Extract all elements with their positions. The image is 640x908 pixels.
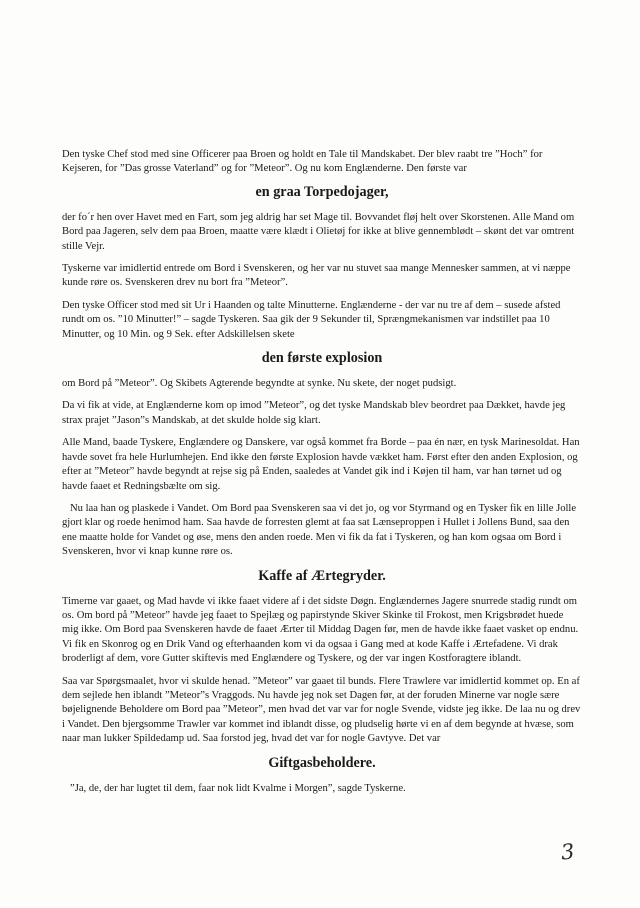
section-heading: Giftgasbeholdere. (268, 754, 376, 771)
section-heading: Kaffe af Ærtegryder. (258, 567, 386, 584)
paragraph: Den tyske Officer stod med sit Ur i Haanden og talte Minutterne. Englænderne - der var nu tre af dem – susede afsted rundt om os. ”10 Minutter!” – sagde Tyskeren. Saa gik der 9 Sekunder til, Sprængmekanismen var indstillet paa 10 Minutter, og 10 Min. og 9 Sek. efter Adskillelsen skete (62, 299, 561, 340)
paragraph: om Bord på ”Meteor”. Og Skibets Agterende begyndte at synke. Nu skete, der noget pudsigt. (62, 378, 457, 390)
paragraph: Alle Mand, baade Tyskere, Englændere og Danskere, var også kommet fra Borde – paa én nær, en tysk Marinesoldat. Han havde sovet fra hele Hurlumhejen. End ikke den første Explosion havde vækket ham. Først efter den anden Explosion, og efter at ”Meteor” havde begyndt at rejse sig på Enden, saaledes at Vandet gik ind i Køjen til ham, var han tørnet ud og havde faaet et Redningsbælte om sig. (62, 437, 580, 492)
paragraph: Timerne var gaaet, og Mad havde vi ikke faaet videre af i det sidste Døgn. Englændernes Jagere snurrede stadig rundt om os. Om bord på ”Meteor” havde jeg faaet to Spejlæg og papirstynde Skiver Skinke til Frokost, men Krigsbrødet huede mig ikke. Om Bord paa Svenskeren havde de faaet Ærter til Middag Dagen før, men de havde ikke faaet vasket op endnu. Vi fik en Skonrog og en Drik Vand og efterhaanden kom vi da ogsaa i Gang med at kode Kaffe i Ærtefadene. Vi drak broderligt af dem, vore Gutter skiftevis med Englændere og Tyskere, og der var ingen Kostforagtere iblandt. (62, 595, 579, 665)
document-body (62, 148, 582, 804)
paragraph: Tyskerne var imidlertid entrede om Bord i Svenskeren, og her var nu stuvet saa mange Mennesker sammen, at vi næppe kunde røre os. Svenskeren drev nu bort fra ”Meteor”. (62, 263, 571, 289)
page-number: 3 (559, 839, 576, 865)
paragraph: Saa var Spørgsmaalet, hvor vi skulde henad. ”Meteor” var gaaet til bunds. Flere Trawlere var imidlertid kommet op. En af dem sejlede hen iblandt ”Meteor”s Vraggods. Nu havde jeg nok set Dagen før, at der foruden Minerne var nogle sære bøjelignende Beholdere om Bord paa ”Meteor”, men hvad det var var for nogle Svende, vidste jeg ikke. De laa nu og drev i Vandet. Den bjergsomme Trawler var kommet ind iblandt disse, og pludselig hørte vi en af dem begynde at hvæse, som naar man lukker Spildedamp ud. Saa forstod jeg, hvad det var for nogle Gavtyve. Det var (62, 675, 581, 745)
paragraph: der fo´r hen over Havet med en Fart, som jeg aldrig har set Mage til. Bovvandet fløj helt over Skorstenen. Alle Mand om Bord paa Jageren, selv dem paa Broen, maatte være klædt i Olietøj for ikke at blive gennemblødt – skønt det var omtrent stille Vejr. (62, 211, 575, 252)
paragraph: Da vi fik at vide, at Englænderne kom op imod ”Meteor”, og det tyske Mandskab blev beordret paa Dækket, havde jeg strax prajet ”Jason”s Mandskab, at det skulde holde sig klart. (62, 400, 566, 426)
paragraph: ”Ja, de, der har lugtet til dem, faar nok lidt Kvalme i Morgen”, sagde Tyskerne. (70, 782, 406, 794)
paragraph: Den tyske Chef stod med sine Officerer paa Broen og holdt en Tale til Mandskabet. Der blev raabt tre ”Hoch” for Kejseren, for ”Das grosse Vaterland” og for ”Meteor”. Og nu kom Englænderne. Den første var (62, 149, 543, 175)
section-heading: den første explosion (261, 350, 383, 367)
paragraph: Nu laa han og plaskede i Vandet. Om Bord paa Svenskeren saa vi det jo, og vor Styrmand og en Tysker fik en lille Jolle gjort klar og roede henimod ham. Saa havde de forresten glemt at faa sat Lænseproppen i Hullet i Jollens Bund, saa den ene maatte holde for Vandet og øse, mens den anden roede. Men vi fik da fat i Tyskeren, og han kom ogsaa om Bord i Svenskeren, hvor vi knap kunne røre os. (62, 502, 577, 558)
section-heading: en graa Torpedojager, (255, 183, 389, 200)
